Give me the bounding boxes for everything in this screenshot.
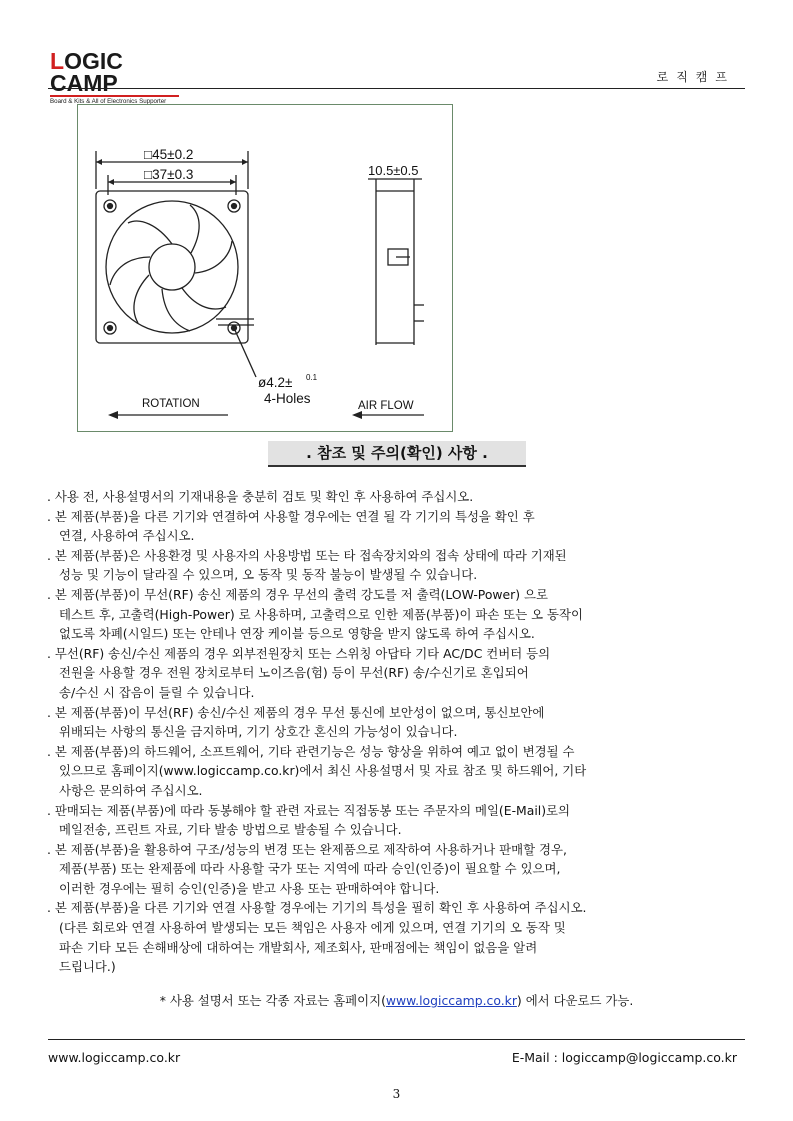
section-title: . 참조 및 주의(확인) 사항 .: [268, 441, 526, 467]
footer-website: www.logiccamp.co.kr: [48, 1050, 181, 1065]
logo-tagline: Board & Kits & All of Electronics Supporter: [50, 95, 179, 105]
logo-letter-l: L: [50, 48, 65, 74]
note-line: (다른 회로와 연결 사용하여 발생되는 모든 책임은 사용자 에게 있으며, 연결 기기의 오 동작 및: [59, 920, 566, 936]
note-line: . 판매되는 제품(부품)에 따라 동봉해야 할 관련 자료는 직접동봉 또는 주문자의 메일(E-Mail)로의: [47, 802, 570, 818]
note-line: . 본 제품(부품)이 무선(RF) 송신/수신 제품의 경우 무선 통신에 보안성이 없으며, 통신보안에: [47, 704, 545, 720]
note-line: . 본 제품(부품)을 활용하여 구조/성능의 변경 또는 완제품으로 제작하여 사용하거나 판매할 경우,: [47, 841, 567, 857]
rotation-label: ROTATION: [142, 398, 200, 410]
note-item: [47, 644, 757, 703]
note-item: [47, 742, 757, 801]
note-line: 없도록 차폐(시일드) 또는 안테나 연장 케이블 등으로 영향을 받지 않도록 하여 주십시오.: [59, 626, 535, 642]
logo: [50, 50, 190, 105]
footer-email: E-Mail : logiccamp@logiccamp.co.kr: [511, 1050, 737, 1065]
note-item: [47, 703, 757, 742]
page-number: 3: [392, 1087, 401, 1101]
dim-inner-label: □37±0.3: [144, 167, 194, 182]
note-line: 성능 및 기능이 달라질 수 있으며, 오 동작 및 동작 불능이 발생될 수 있습니다.: [59, 567, 478, 583]
note-line: 제품(부품) 또는 완제품에 따라 사용할 국가 또는 지역에 따라 승인(인증)이 필요할 수 있으며,: [59, 861, 561, 877]
note-line: . 본 제품(부품)을 다른 기기와 연결하여 사용할 경우에는 연결 될 각 기기의 특성을 확인 후: [47, 508, 535, 524]
airflow-label: AIR FLOW: [358, 400, 414, 412]
note-line: 위배되는 사항의 통신을 금지하며, 기기 상호간 혼신의 가능성이 있습니다.: [59, 724, 458, 740]
note-item: [47, 801, 757, 840]
note-line: 파손 기타 모든 손해배상에 대하여는 개발회사, 제조회사, 판매점에는 책임이 없음을 알려: [59, 939, 538, 955]
note-item: [47, 840, 757, 899]
note-line: 전원을 사용할 경우 전원 장치로부터 노이즈음(험) 등이 무선(RF) 송/수신기로 혼입되어: [59, 665, 529, 681]
note-line: 있으므로 홈페이지(www.logiccamp.co.kr)에서 최신 사용설명서 및 자료 참조 및 하드웨어, 기타: [59, 763, 587, 779]
note-line: 연결, 사용하여 주십시오.: [59, 528, 195, 544]
hole-tolerance-label: 0.1: [306, 373, 318, 382]
dim-thickness-label: 10.5±0.5: [368, 163, 419, 178]
note-item: [47, 898, 757, 976]
logo-text: OGIC CAMP: [50, 48, 123, 96]
footer-divider: [48, 1039, 745, 1040]
note-line: 사항은 문의하여 주십시오.: [59, 782, 203, 798]
note-line: . 무선(RF) 송신/수신 제품의 경우 외부전원장치 또는 스위칭 아답타 기타 AC/DC 컨버터 등의: [47, 645, 551, 661]
note-item: [47, 585, 757, 644]
header-divider: [48, 88, 745, 89]
note-line: . 본 제품(부품)은 사용환경 및 사용자의 사용방법 또는 타 접속장치와의 접속 상태에 따라 기재된: [47, 547, 567, 563]
note-item: [47, 507, 757, 546]
download-note: [0, 991, 793, 1009]
dim-outer-label: □45±0.2: [144, 147, 194, 162]
note-line: . 본 제품(부품)을 다른 기기와 연결 사용할 경우에는 기기의 특성을 필히 확인 후 사용하여 주십시오.: [47, 900, 587, 916]
note-line: 송/수신 시 잡음이 들릴 수 있습니다.: [59, 684, 255, 700]
homepage-link[interactable]: www.logiccamp.co.kr: [385, 993, 517, 1008]
note-line: 메일전송, 프린트 자료, 기타 발송 방법으로 발송될 수 있습니다.: [59, 822, 402, 838]
notes-list: [47, 487, 757, 977]
note-line: 드립니다.): [59, 959, 116, 975]
download-note-suffix: ) 에서 다운로드 가능.: [516, 993, 634, 1008]
fan-dimension-drawing: [77, 104, 453, 432]
note-item: [47, 487, 757, 507]
header-company-name: 로직캠프: [656, 70, 735, 84]
note-line: . 본 제품(부품)이 무선(RF) 송신 제품의 경우 무선의 출력 강도를 저 출력(LOW-Power) 으로: [47, 586, 548, 602]
hole-dim-label: ø4.2±: [258, 375, 293, 390]
fan-drawing-svg: [78, 105, 452, 431]
note-line: . 사용 전, 사용설명서의 기재내용을 충분히 검토 및 확인 후 사용하여 주십시오.: [47, 489, 474, 504]
hole-count-label: 4-Holes: [264, 391, 311, 406]
note-line: 이러한 경우에는 필히 승인(인증)을 받고 사용 또는 판매하여야 합니다.: [59, 880, 440, 896]
note-item: [47, 546, 757, 585]
note-line: . 본 제품(부품)의 하드웨어, 소프트웨어, 기타 관련기능은 성능 향상을 위하여 예고 없이 변경될 수: [47, 743, 575, 759]
note-line: 테스트 후, 고출력(High-Power) 로 사용하며, 고출력으로 인한 제품(부품)이 파손 또는 오 동작이: [59, 606, 583, 622]
download-note-prefix: * 사용 설명서 또는 각종 자료는 홈페이지(: [159, 993, 386, 1008]
